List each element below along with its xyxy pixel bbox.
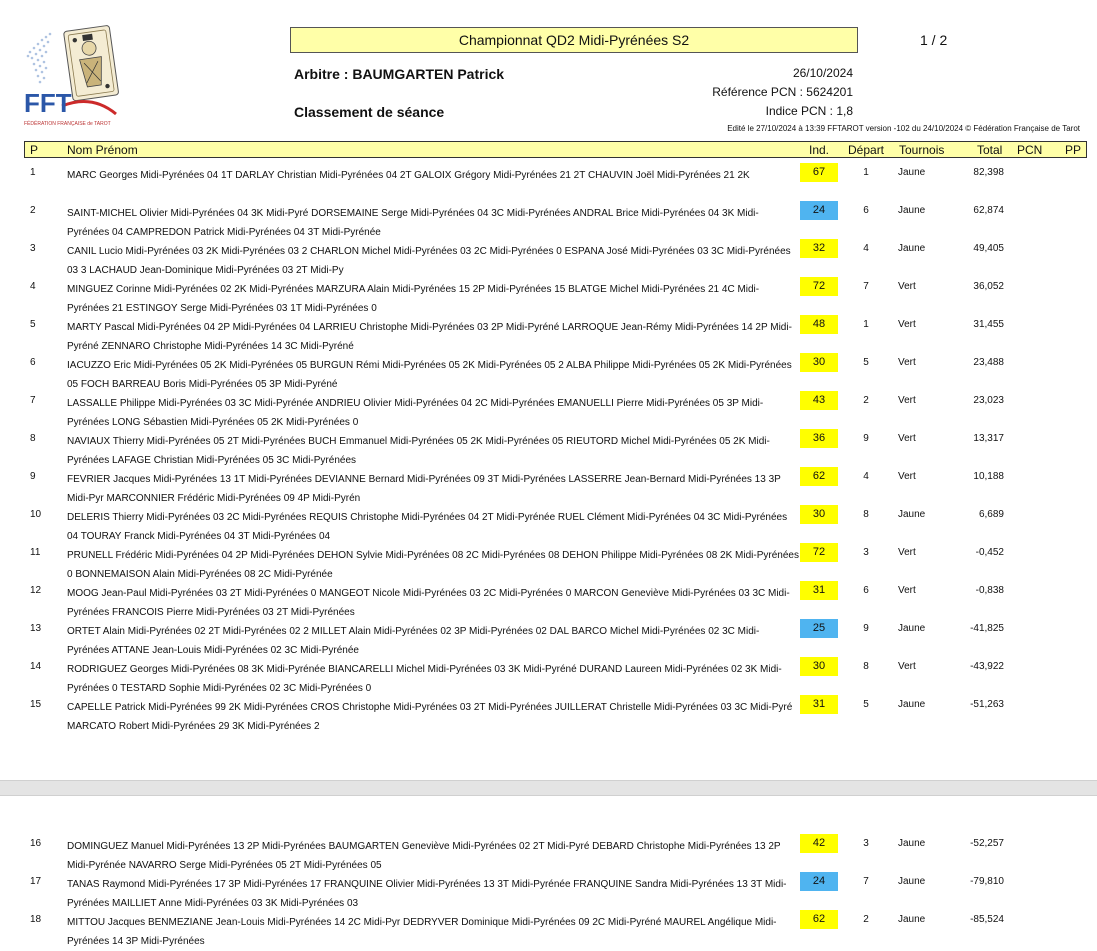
index-badge: 31 bbox=[800, 695, 838, 714]
rank-cell: 8 bbox=[30, 433, 36, 444]
table-row bbox=[0, 693, 1097, 731]
page-title: Championnat QD2 Midi-Pyrénées S2 bbox=[290, 27, 858, 53]
result-sheet-page-2 bbox=[0, 796, 1097, 951]
total-cell: -0,452 bbox=[975, 547, 1004, 558]
table-row bbox=[0, 275, 1097, 313]
index-badge: 62 bbox=[800, 467, 838, 486]
start-table-cell: 5 bbox=[863, 357, 869, 368]
total-cell: -79,810 bbox=[970, 876, 1004, 887]
rank-cell: 4 bbox=[30, 281, 36, 292]
total-cell: 82,398 bbox=[973, 167, 1004, 178]
players-cell: LASSALLE Philippe Midi-Pyrénées 03 3C Midi-Pyrénée ANDRIEU Olivier Midi-Pyrénées 04 2C Midi-Pyrénées EMANUELLI Pierre Midi-Pyrénées 05 3P Midi-Pyrénées LONG Sébastien Midi-Pyrénées 05 2K Midi-Pyrénées 0 bbox=[67, 398, 764, 428]
index-badge: 30 bbox=[800, 505, 838, 524]
tournament-cell: Jaune bbox=[898, 876, 926, 887]
total-cell: -51,263 bbox=[970, 699, 1004, 710]
index-badge: 24 bbox=[800, 872, 838, 891]
logo-graphic bbox=[22, 22, 122, 130]
rank-cell: 12 bbox=[30, 585, 42, 596]
col-pp: PP bbox=[1065, 143, 1082, 157]
table-row bbox=[0, 465, 1097, 503]
start-table-cell: 8 bbox=[863, 661, 869, 672]
index-badge: 24 bbox=[800, 201, 838, 220]
start-table-cell: 7 bbox=[863, 876, 869, 887]
table-row bbox=[0, 617, 1097, 655]
start-table-cell: 9 bbox=[863, 433, 869, 444]
rank-cell: 6 bbox=[30, 357, 36, 368]
players-cell: PRUNELL Frédéric Midi-Pyrénées 04 2P Midi-Pyrénées DEHON Sylvie Midi-Pyrénées 08 2C Midi-Pyrénées 08 DEHON Philippe Midi-Pyrénées 08 2K Midi-Pyrénées 0 BONNEMAISON Alain Midi-Pyrénées 08 2C Midi-Pyrénée bbox=[67, 550, 799, 580]
table-header bbox=[24, 141, 1087, 158]
total-cell: -41,825 bbox=[970, 623, 1004, 634]
total-cell: 23,023 bbox=[973, 395, 1004, 406]
start-table-cell: 4 bbox=[863, 243, 869, 254]
tournament-cell: Jaune bbox=[898, 509, 926, 520]
tournament-cell: Vert bbox=[898, 585, 916, 596]
index-badge: 31 bbox=[800, 581, 838, 600]
players-cell: CANIL Lucio Midi-Pyrénées 03 2K Midi-Pyrénées 03 2 CHARLON Michel Midi-Pyrénées 03 2C Midi-Pyrénées 0 ESPANA José Midi-Pyrénées 03 3C Midi-Pyrénées 03 3 LACHAUD Jean-Dominique Midi-Pyrénées 03 2T Midi-Py bbox=[67, 246, 791, 276]
start-table-cell: 9 bbox=[863, 623, 869, 634]
table-row bbox=[0, 503, 1097, 541]
tournament-cell: Jaune bbox=[898, 623, 926, 634]
edition-footnote: Edité le 27/10/2024 à 13:39 FFTAROT version -102 du 24/10/2024 © Fédération Française de Tarot bbox=[727, 124, 1080, 133]
page-separator bbox=[0, 780, 1097, 796]
table-row bbox=[0, 313, 1097, 351]
table-row bbox=[0, 389, 1097, 427]
col-tournois: Tournois bbox=[899, 143, 945, 157]
table-row bbox=[0, 870, 1097, 908]
col-total: Total bbox=[977, 143, 1003, 157]
rank-cell: 3 bbox=[30, 243, 36, 254]
session-date: 26/10/2024 bbox=[792, 66, 853, 80]
players-cell: MARC Georges Midi-Pyrénées 04 1T DARLAY Christian Midi-Pyrénées 04 2T GALOIX Grégory Midi-Pyrénées 21 2T CHAUVIN Joël Midi-Pyrénées 21 2K bbox=[67, 170, 750, 181]
total-cell: 62,874 bbox=[973, 205, 1004, 216]
total-cell: -52,257 bbox=[970, 838, 1004, 849]
index-badge: 72 bbox=[800, 543, 838, 562]
players-cell: SAINT-MICHEL Olivier Midi-Pyrénées 04 3K Midi-Pyré DORSEMAINE Serge Midi-Pyrénées 04 3C Midi-Pyrénées ANDRAL Brice Midi-Pyrénées 04 3K Midi-Pyrénées 04 CAMPREDON Patrick Midi-Pyrénées 04 3T Midi-Pyrénée bbox=[67, 208, 759, 238]
tournament-cell: Vert bbox=[898, 281, 916, 292]
index-badge: 67 bbox=[800, 163, 838, 182]
start-table-cell: 1 bbox=[863, 167, 869, 178]
start-table-cell: 3 bbox=[863, 838, 869, 849]
total-cell: -43,922 bbox=[970, 661, 1004, 672]
start-table-cell: 1 bbox=[863, 319, 869, 330]
table-row bbox=[0, 908, 1097, 946]
col-nom: Nom Prénom bbox=[67, 143, 138, 157]
table-row bbox=[0, 832, 1097, 870]
session-ranking-heading: Classement de séance bbox=[294, 104, 445, 120]
rank-cell: 9 bbox=[30, 471, 36, 482]
tournament-cell: Jaune bbox=[898, 699, 926, 710]
players-cell: MARTY Pascal Midi-Pyrénées 04 2P Midi-Pyrénées 04 LARRIEU Christophe Midi-Pyrénées 03 2P Midi-Pyréné LARROQUE Jean-Rémy Midi-Pyrénées 14 2P Midi-Pyréné ZENNARO Christophe Midi-Pyrénées 14 3C Midi-Pyréné bbox=[67, 322, 792, 352]
svg-text:FFT: FFT bbox=[24, 88, 72, 118]
tournament-cell: Vert bbox=[898, 471, 916, 482]
start-table-cell: 4 bbox=[863, 471, 869, 482]
total-cell: 13,317 bbox=[973, 433, 1004, 444]
rank-cell: 18 bbox=[30, 914, 42, 925]
table-row bbox=[0, 351, 1097, 389]
players-cell: DELERIS Thierry Midi-Pyrénées 03 2C Midi-Pyrénées REQUIS Christophe Midi-Pyrénées 04 2T Midi-Pyrénée RUEL Clément Midi-Pyrénées 04 3C Midi-Pyrénées 04 TOURAY Franck Midi-Pyrénées 04 3T Midi-Pyrénées 04 bbox=[67, 512, 788, 542]
pcn-reference: Référence PCN : 5624201 bbox=[712, 85, 853, 99]
index-badge: 25 bbox=[800, 619, 838, 638]
col-ind: Ind. bbox=[809, 143, 830, 157]
start-table-cell: 7 bbox=[863, 281, 869, 292]
total-cell: 6,689 bbox=[978, 509, 1004, 520]
players-cell: FEVRIER Jacques Midi-Pyrénées 13 1T Midi-Pyrénées DEVIANNE Bernard Midi-Pyrénées 09 3T Midi-Pyrénées LASSERRE Jean-Bernard Midi-Pyrénées 13 3P Midi-Pyr MARCONNIER Frédéric Midi-Pyrénées 09 4P Midi-Pyrén bbox=[67, 474, 781, 504]
table-row bbox=[0, 161, 1097, 199]
total-cell: -0,838 bbox=[975, 585, 1004, 596]
players-cell: MOOG Jean-Paul Midi-Pyrénées 03 2T Midi-Pyrénées 0 MANGEOT Nicole Midi-Pyrénées 03 2C Midi-Pyrénées 0 MARCON Geneviève Midi-Pyrénées 03 3C Midi-Pyrénées FRANCOIS Pierre Midi-Pyrénées 03 2T Midi-Pyrénées bbox=[67, 588, 790, 618]
rank-cell: 11 bbox=[30, 547, 41, 558]
table-row bbox=[0, 541, 1097, 579]
index-badge: 42 bbox=[800, 834, 838, 853]
rank-cell: 13 bbox=[30, 623, 42, 634]
players-cell: ORTET Alain Midi-Pyrénées 02 2T Midi-Pyrénées 02 2 MILLET Alain Midi-Pyrénées 02 3P Midi-Pyrénées 02 DAL BARCO Michel Midi-Pyrénées 02 3C Midi-Pyrénées ATTANE Jean-Louis Midi-Pyrénées 02 3C Midi-Pyrénée bbox=[67, 626, 760, 656]
index-badge: 30 bbox=[800, 353, 838, 372]
referee-label: Arbitre : BAUMGARTEN Patrick bbox=[294, 66, 505, 82]
col-pcn: PCN bbox=[1017, 143, 1043, 157]
rank-cell: 2 bbox=[30, 205, 36, 216]
start-table-cell: 5 bbox=[863, 699, 869, 710]
tournament-cell: Jaune bbox=[898, 838, 926, 849]
table-row bbox=[0, 655, 1097, 693]
players-cell: IACUZZO Eric Midi-Pyrénées 05 2K Midi-Pyrénées 05 BURGUN Rémi Midi-Pyrénées 05 2K Midi-Pyrénées 05 2 ALBA Philippe Midi-Pyrénées 05 2K Midi-Pyrénées 05 FOCH BARREAU Boris Midi-Pyrénées 05 3P Midi-Pyréné bbox=[67, 360, 792, 390]
rank-cell: 17 bbox=[30, 876, 42, 887]
logo-caption: FÉDÉRATION FRANÇAISE de TAROT bbox=[24, 121, 111, 127]
index-badge: 48 bbox=[800, 315, 838, 334]
rank-cell: 5 bbox=[30, 319, 36, 330]
index-badge: 62 bbox=[800, 910, 838, 929]
start-table-cell: 3 bbox=[863, 547, 869, 558]
players-cell: TANAS Raymond Midi-Pyrénées 17 3P Midi-Pyrénées 17 FRANQUINE Olivier Midi-Pyrénées 13 3T Midi-Pyrénée FRANQUINE Sandra Midi-Pyrénées 13 3T Midi-Pyrénées MAILLIET Anne Midi-Pyrénées 03 3K Midi-Pyrénées 03 bbox=[67, 879, 787, 909]
players-cell: CAPELLE Patrick Midi-Pyrénées 99 2K Midi-Pyrénées CROS Christophe Midi-Pyrénées 03 2T Midi-Pyrénées JUILLERAT Christelle Midi-Pyrénées 03 3C Midi-Pyré MARCATO Robert Midi-Pyrénées 29 3K Midi-Pyrénées 2 bbox=[67, 702, 793, 732]
total-cell: 49,405 bbox=[973, 243, 1004, 254]
rank-cell: 16 bbox=[30, 838, 42, 849]
tournament-cell: Jaune bbox=[898, 167, 926, 178]
table-row bbox=[0, 427, 1097, 465]
start-table-cell: 6 bbox=[863, 205, 869, 216]
rank-cell: 14 bbox=[30, 661, 42, 672]
rank-cell: 10 bbox=[30, 509, 42, 520]
start-table-cell: 6 bbox=[863, 585, 869, 596]
total-cell: 31,455 bbox=[973, 319, 1004, 330]
index-badge: 72 bbox=[800, 277, 838, 296]
start-table-cell: 2 bbox=[863, 395, 869, 406]
table-row bbox=[0, 237, 1097, 275]
tournament-cell: Vert bbox=[898, 433, 916, 444]
tournament-cell: Vert bbox=[898, 661, 916, 672]
rank-cell: 1 bbox=[30, 167, 36, 178]
tournament-cell: Jaune bbox=[898, 205, 926, 216]
players-cell: RODRIGUEZ Georges Midi-Pyrénées 08 3K Midi-Pyrénée BIANCARELLI Michel Midi-Pyrénées 03 3K Midi-Pyréné DURAND Laureen Midi-Pyrénées 02 3K Midi-Pyrénées 0 TESTARD Sophie Midi-Pyrénées 02 3C Midi-Pyrénées 0 bbox=[67, 664, 782, 694]
start-table-cell: 8 bbox=[863, 509, 869, 520]
players-cell: NAVIAUX Thierry Midi-Pyrénées 05 2T Midi-Pyrénées BUCH Emmanuel Midi-Pyrénées 05 2K Midi-Pyrénées 05 RIEUTORD Michel Midi-Pyrénées 05 2K Midi-Pyrénées LAFAGE Christian Midi-Pyrénées 05 3C Midi-Pyrénées bbox=[67, 436, 770, 466]
table-row bbox=[0, 579, 1097, 617]
tournament-cell: Jaune bbox=[898, 243, 926, 254]
fft-logo bbox=[22, 22, 122, 130]
total-cell: 10,188 bbox=[973, 471, 1004, 482]
start-table-cell: 2 bbox=[863, 914, 869, 925]
tournament-cell: Vert bbox=[898, 395, 916, 406]
rank-cell: 15 bbox=[30, 699, 42, 710]
page-number: 1 / 2 bbox=[920, 32, 948, 48]
tournament-cell: Vert bbox=[898, 357, 916, 368]
index-badge: 36 bbox=[800, 429, 838, 448]
index-badge: 43 bbox=[800, 391, 838, 410]
total-cell: -85,524 bbox=[970, 914, 1004, 925]
players-cell: MITTOU Jacques BENMEZIANE Jean-Louis Midi-Pyrénées 14 2C Midi-Pyr DEDRYVER Dominique Midi-Pyrénées 09 2C Midi-Pyréné MAUREL Angélique Midi-Pyrénées 14 3P Midi-Pyrénées bbox=[67, 917, 777, 947]
tournament-cell: Jaune bbox=[898, 914, 926, 925]
table-row bbox=[0, 199, 1097, 237]
pcn-index: Indice PCN : 1,8 bbox=[765, 104, 853, 118]
total-cell: 23,488 bbox=[973, 357, 1004, 368]
total-cell: 36,052 bbox=[973, 281, 1004, 292]
col-p: P bbox=[30, 143, 39, 157]
index-badge: 32 bbox=[800, 239, 838, 258]
tournament-cell: Vert bbox=[898, 547, 916, 558]
players-cell: DOMINGUEZ Manuel Midi-Pyrénées 13 2P Midi-Pyrénées BAUMGARTEN Geneviève Midi-Pyrénées 02 2T Midi-Pyré DEBARD Christophe Midi-Pyrénées 13 2P Midi-Pyrénée NAVARRO Serge Midi-Pyrénées 05 2T Midi-Pyrénées 05 bbox=[67, 841, 781, 871]
index-badge: 30 bbox=[800, 657, 838, 676]
tournament-cell: Vert bbox=[898, 319, 916, 330]
col-depart: Départ bbox=[848, 143, 885, 157]
rank-cell: 7 bbox=[30, 395, 36, 406]
players-cell: MINGUEZ Corinne Midi-Pyrénées 02 2K Midi-Pyrénées MARZURA Alain Midi-Pyrénées 15 2P Midi-Pyrénées 15 BLATGE Michel Midi-Pyrénées 21 4C Midi-Pyrénées 21 ESTINGOY Serge Midi-Pyrénées 03 1T Midi-Pyrénées 0 bbox=[67, 284, 760, 314]
